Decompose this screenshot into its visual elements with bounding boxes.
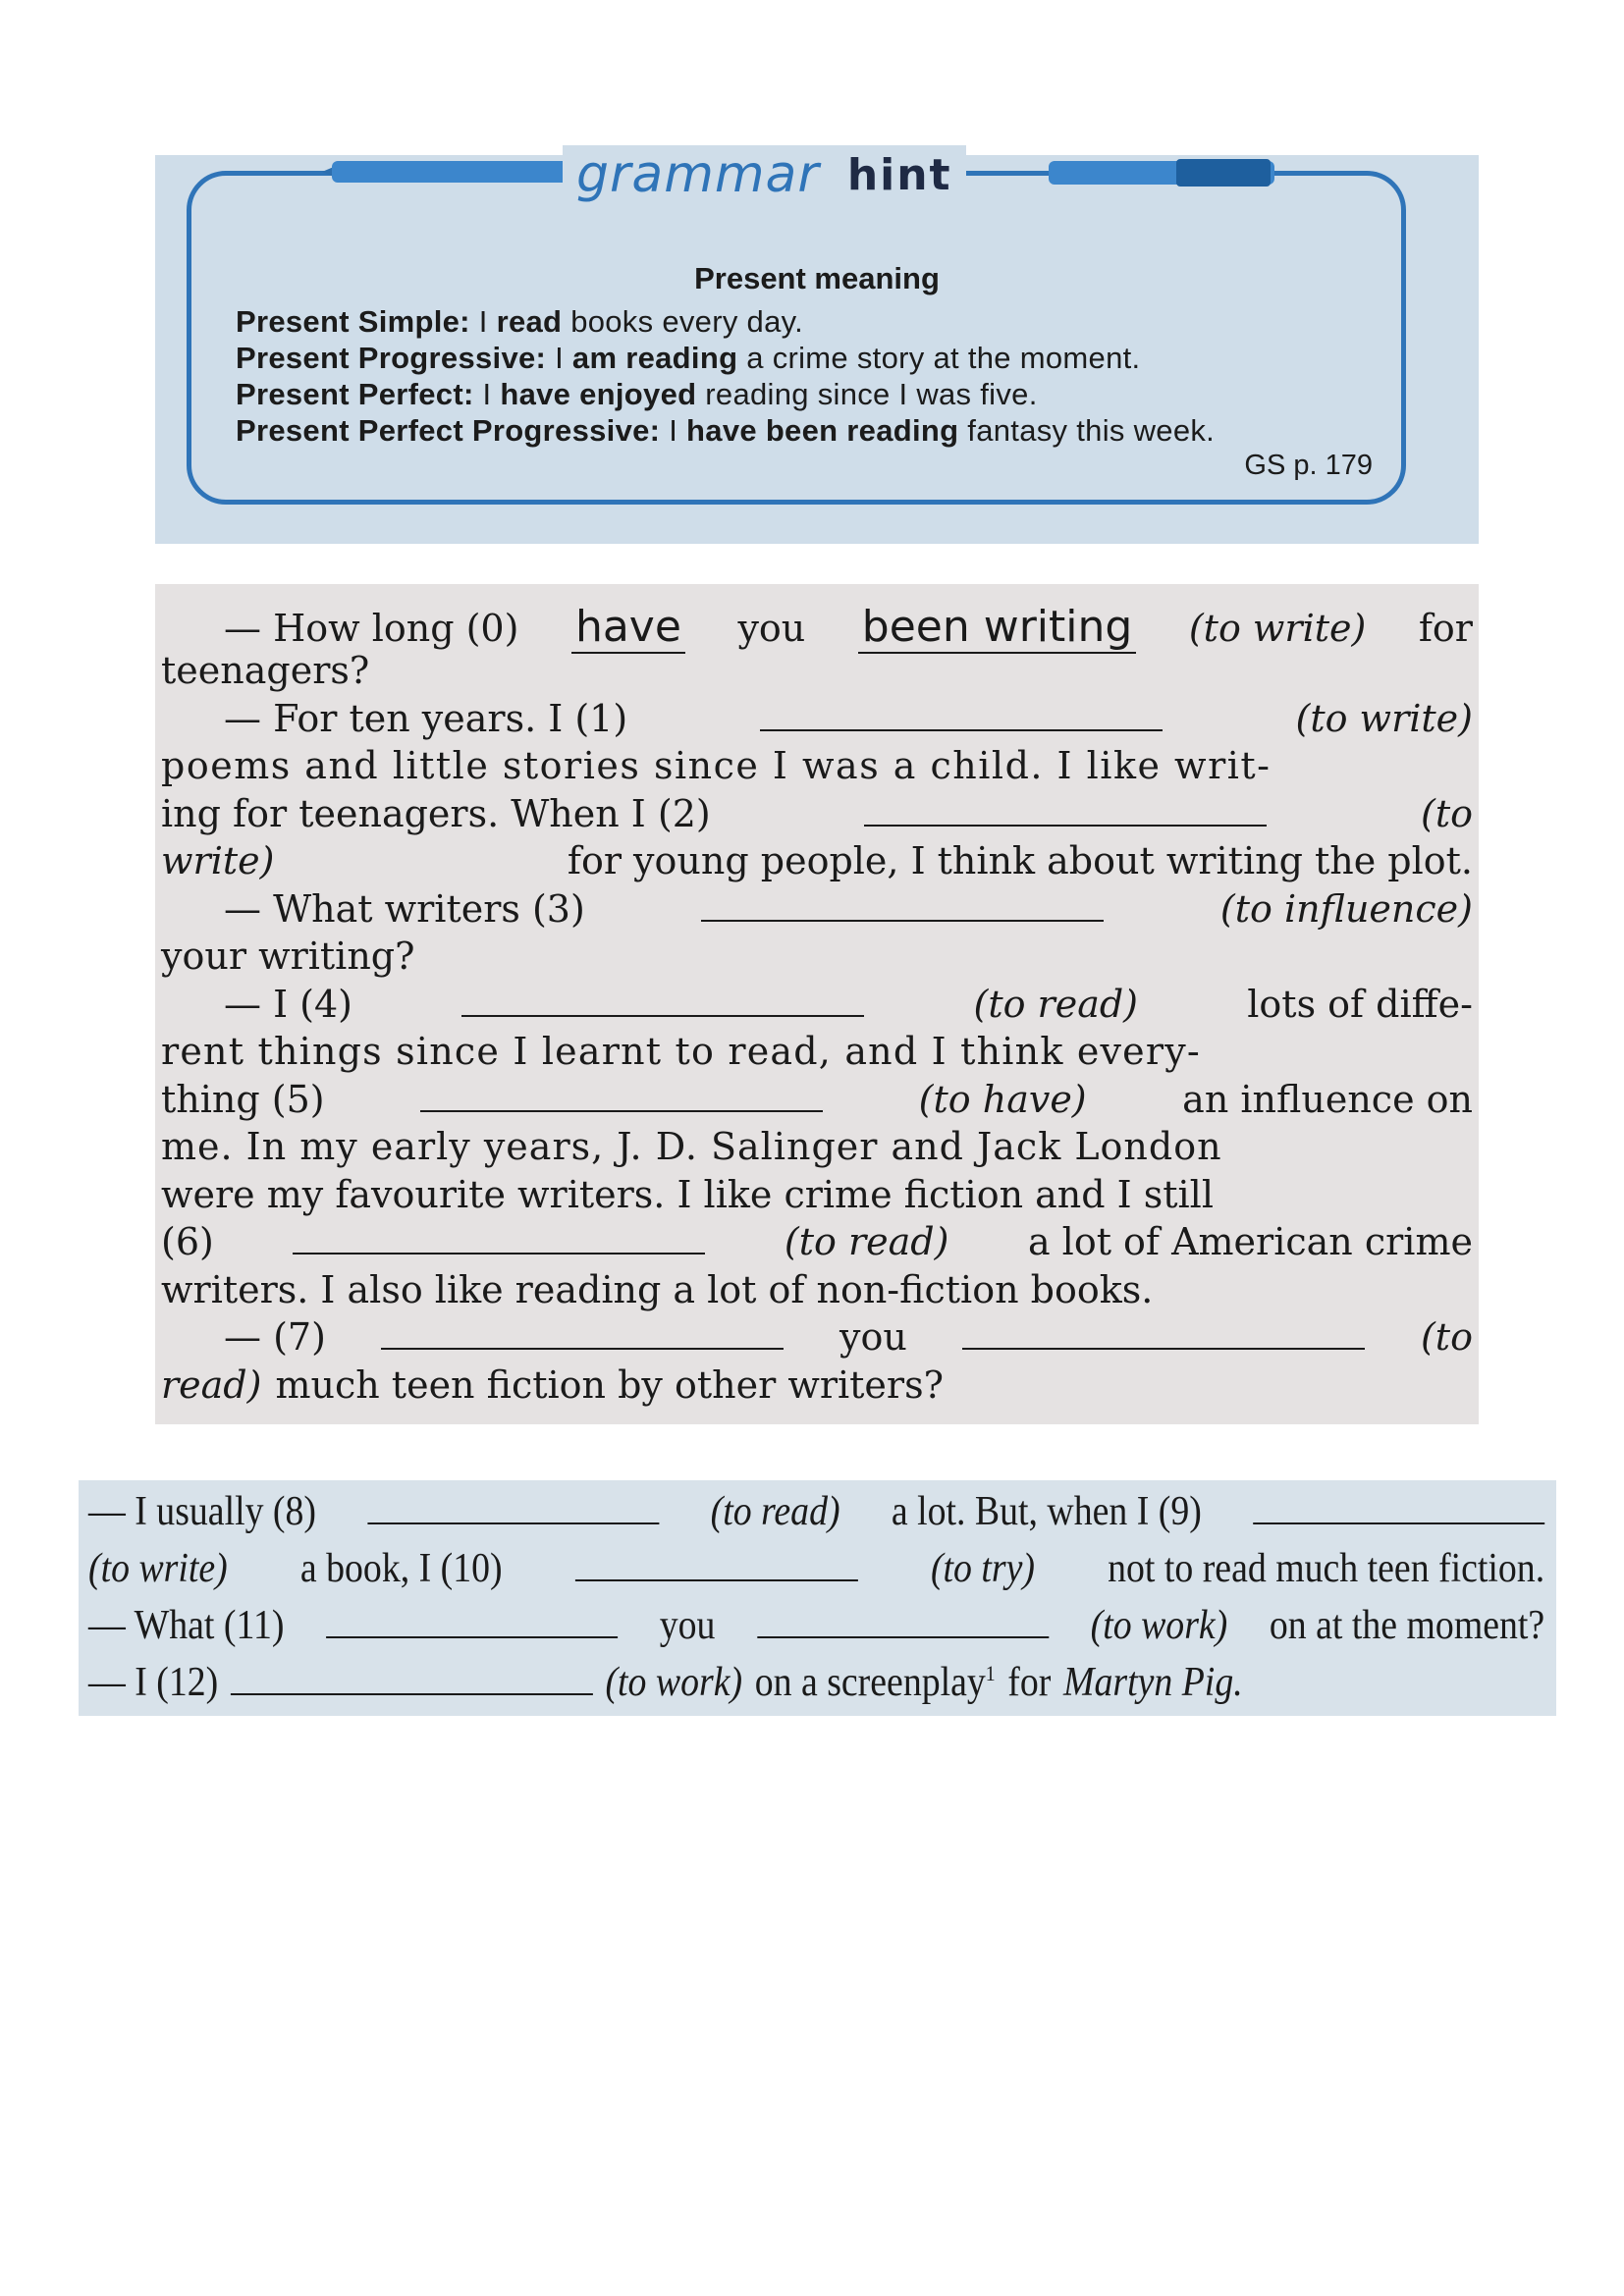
hint-heading: Present meaning — [694, 261, 940, 295]
answer-0a: have — [571, 602, 685, 654]
exercise-line: ing for teenagers. When I (2) (to — [161, 792, 1473, 835]
blank-2[interactable] — [864, 824, 1267, 827]
continuation-line: — What (11) you (to work) on at the moment? — [88, 1603, 1545, 1648]
exercise-line: — (7) you (to — [224, 1315, 1473, 1359]
subject: I — [669, 413, 678, 448]
example-rest: books every day. — [570, 304, 804, 339]
exercise-line: thing (5) (to have) an influence on — [161, 1078, 1473, 1121]
verb-form: have enjoyed — [500, 377, 697, 411]
exercise-panel — [155, 584, 1479, 1424]
tense-label: Present Perfect: — [236, 377, 474, 411]
blank-3[interactable] — [701, 919, 1104, 922]
footnote-marker: 1 — [985, 1661, 996, 1685]
exercise-line: your writing? — [161, 934, 415, 978]
continuation-line: — I (12) (to work) on a screenplay$^1$ for Martyn Pig. — [88, 1660, 1243, 1705]
subject: I — [482, 377, 492, 411]
blank-11b[interactable] — [757, 1635, 1049, 1638]
exercise-line: were my favourite writers. I like crime fiction and I still — [161, 1173, 1214, 1216]
hint-line-present-perfect-progressive — [236, 413, 1215, 449]
blank-11a[interactable] — [326, 1635, 618, 1638]
verb-form: read — [496, 304, 563, 339]
blank-8[interactable] — [367, 1522, 659, 1524]
subject: I — [555, 341, 564, 375]
example-rest: a crime story at the moment. — [746, 341, 1141, 375]
blank-9[interactable] — [1253, 1522, 1544, 1524]
exercise-line: (6) (to read) a lot of American crime — [161, 1220, 1473, 1263]
tense-label: Present Progressive: — [236, 341, 547, 375]
continuation-line: (to write) a book, I (10) (to try) not to read much teen fiction. — [88, 1546, 1545, 1591]
hint-title-hint: hint — [846, 149, 952, 200]
pencil-cap-icon — [1176, 159, 1271, 187]
example-rest: reading since I was five. — [705, 377, 1038, 411]
blank-6[interactable] — [293, 1252, 705, 1255]
hint-line-present-simple — [236, 304, 803, 340]
hint-line-present-perfect — [236, 377, 1038, 412]
grammar-reference: GS p. 179 — [1244, 450, 1373, 481]
exercise-line: write) for young people, I think about writing the plot. — [161, 839, 1473, 882]
subject: I — [478, 304, 488, 339]
blank-4[interactable] — [461, 1014, 864, 1017]
exercise-line: teenagers? — [161, 649, 370, 692]
exercise-line: — I (4) (to read) lots of diffe- — [224, 983, 1473, 1026]
continuation-line: — I usually (8) (to read) a lot. But, when I (9) — [88, 1488, 1544, 1535]
exercise-line: writers. I also like reading a lot of non-fiction books. — [161, 1268, 1154, 1311]
blank-7b[interactable] — [962, 1347, 1365, 1350]
verb-form: have been reading — [686, 413, 959, 448]
tense-label: Present Perfect Progressive: — [236, 413, 661, 448]
hint-title-grammar: grammar — [576, 145, 820, 204]
blank-10[interactable] — [575, 1578, 858, 1581]
exercise-line: — How long (0) have you been writing (to write) for — [224, 602, 1473, 652]
blank-7a[interactable] — [381, 1347, 784, 1350]
verb-form: am reading — [571, 341, 738, 375]
hint-title — [563, 145, 966, 204]
exercise-line: read) much teen fiction by other writers? — [161, 1363, 944, 1407]
example-rest: fantasy this week. — [967, 413, 1216, 448]
hint-line-present-progressive — [236, 341, 1140, 376]
grammar-hint-panel — [155, 145, 1479, 544]
exercise-line: me. In my early years, J. D. Salinger and Jack London — [161, 1125, 1222, 1168]
exercise-line: rent things since I learnt to read, and I think every- — [161, 1030, 1201, 1073]
blank-1[interactable] — [760, 728, 1163, 731]
tense-label: Present Simple: — [236, 304, 470, 339]
blank-12[interactable] — [231, 1692, 593, 1695]
exercise-line: — What writers (3) (to influence) — [224, 887, 1473, 931]
continuation-panel — [79, 1480, 1556, 1716]
blank-5[interactable] — [420, 1109, 823, 1112]
exercise-line: — For ten years. I (1) (to write) — [224, 697, 1473, 740]
exercise-line: poems and little stories since I was a child. I like writ- — [161, 744, 1272, 787]
answer-0b: been writing — [858, 602, 1137, 654]
